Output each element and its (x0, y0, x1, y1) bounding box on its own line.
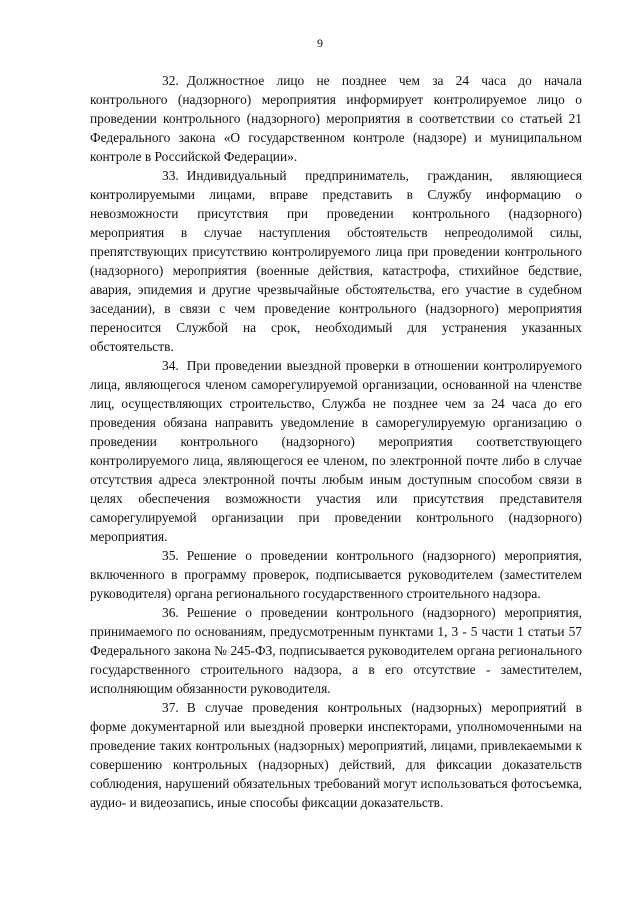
paragraph-34 (90, 356, 582, 546)
paragraph-text: Решение о проведении контрольного (надзорного) мероприятия, принимаемого по основаниям, предусмотренным пунктами 1, 3 - 5 части 1 статьи 57 Федерального закона № 245-ФЗ, подписывается руководителем органа регионального государственного строительного надзора, а в его отсутствие - заместителем, исполняющим обязанности руководителя. (90, 605, 582, 696)
paragraph-number: 34. (162, 358, 179, 373)
paragraph-text: Индивидуальный предприниматель, гражданин, являющиеся контролируемыми лицами, вправе представить в Службу информацию о невозможности присутствия при проведении контрольного (надзорного) мероприятия в случае наступления обстоятельств непреодолимой силы, препятствующих присутствию контролируемого лица при проведении контрольного (надзорного) мероприятия (военные действия, катастрофа, стихийное бедствие, авария, эпидемия и другие чрезвычайные обстоятельства, его участие в судебном заседании), в связи с чем проведение контрольного (надзорного) мероприятия переносится Службой на срок, необходимый для устранения указанных обстоятельств. (90, 168, 582, 354)
paragraph-36 (90, 603, 582, 698)
page-number: 9 (317, 36, 323, 50)
paragraph-35 (90, 546, 582, 603)
paragraph-text: Решение о проведении контрольного (надзорного) мероприятия, включенного в программу проверок, подписывается руководителем (заместителем руководителя) органа регионального государственного строительного надзора. (90, 548, 582, 601)
paragraph-number: 32. (162, 73, 179, 88)
paragraph-number: 37. (162, 700, 179, 715)
paragraph-number: 35. (162, 548, 179, 563)
paragraph-number: 33. (162, 168, 179, 183)
paragraph-32 (90, 71, 582, 166)
paragraph-37 (90, 698, 582, 812)
paragraph-text: Должностное лицо не позднее чем за 24 часа до начала контрольного (надзорного) мероприятия информирует контролируемое лицо о проведении контрольного (надзорного) мероприятия в соответствии со статьей 21 Федерального закона «О государственном контроле (надзоре) и муниципальном контроле в Российской Федерации». (90, 73, 582, 164)
paragraph-text: В случае проведения контрольных (надзорных) мероприятий в форме документарной или выездной проверки инспекторами, уполномоченными на проведение таких контрольных (надзорных) мероприятий, лицами, привлекаемыми к совершению контрольных (надзорных) действий, для фиксации доказательств соблюдения, нарушений обязательных требований могут использоваться фотосъемка, аудио- и видеозапись, иные способы фиксации доказательств. (90, 700, 582, 810)
paragraph-text: При проведении выездной проверки в отношении контролируемого лица, являющегося членом саморегулируемой организации, основанной на членстве лиц, осуществляющих строительство, Служба не позднее чем за 24 часа до его проведения обязана направить уведомление в саморегулируемую организацию о проведении контрольного (надзорного) мероприятия соответствующего контролируемого лица, являющегося ее членом, по электронной почте либо в случае отсутствия адреса электронной почты любым иным доступным способом связи в целях обеспечения возможности участия или присутствия представителя саморегулируемой организации при проведении контрольного (надзорного) мероприятия. (90, 358, 582, 544)
paragraph-33 (90, 166, 582, 356)
document-body (90, 71, 582, 812)
paragraph-number: 36. (162, 605, 179, 620)
